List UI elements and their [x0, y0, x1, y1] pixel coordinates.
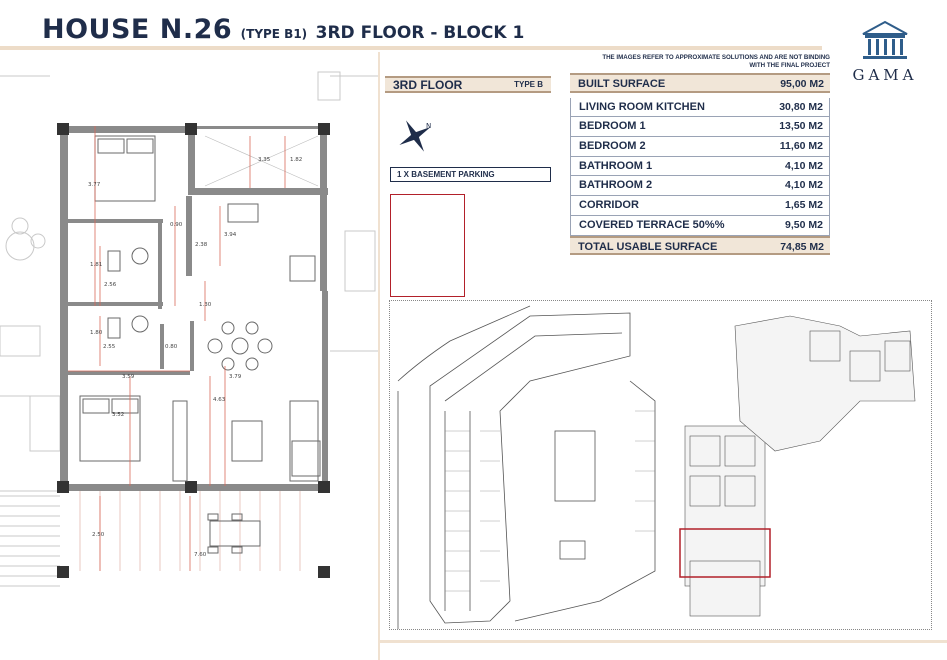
- divider-horizontal: [380, 640, 947, 643]
- room-value: 9,50 M2: [785, 218, 823, 231]
- room-label: LIVING ROOM KITCHEN: [579, 100, 705, 113]
- table-row: [570, 137, 830, 157]
- block-outline: [398, 306, 655, 629]
- dim-label: 3.35: [258, 157, 271, 163]
- room-label: BEDROOM 1: [579, 120, 646, 133]
- temple-icon: [859, 20, 911, 62]
- table-row: [570, 117, 830, 137]
- room-label: COVERED TERRACE 50%%: [579, 218, 725, 231]
- dim-label: 2.38: [195, 242, 208, 248]
- title-rest: 3RD FLOOR - BLOCK 1: [315, 23, 525, 43]
- floor-label-box: [385, 76, 551, 93]
- table-row: [570, 98, 830, 118]
- dim-label: 0.90: [170, 222, 183, 228]
- compass-north: N: [426, 122, 432, 130]
- table-row: [570, 216, 830, 236]
- room-value: 1,65 M2: [785, 199, 823, 212]
- room-value: 4,10 M2: [785, 179, 823, 192]
- dim-label: 1.80: [90, 330, 103, 336]
- built-surface-value: 95,00 M2: [780, 78, 824, 90]
- room-value: 4,10 M2: [785, 159, 823, 172]
- surface-table: [570, 73, 830, 255]
- room-label: BEDROOM 2: [579, 140, 646, 153]
- dim-label: 1.82: [290, 157, 303, 163]
- room-value: 13,50 M2: [779, 120, 823, 133]
- dim-label: 2.50: [92, 532, 105, 538]
- total-surface-row: [570, 236, 830, 256]
- site-plan-drawing: [390, 301, 931, 629]
- building-blocks: [685, 316, 915, 616]
- room-label: BATHROOM 1: [579, 159, 653, 172]
- dim-label: 3.94: [224, 232, 237, 238]
- parking-highlight: [390, 194, 465, 297]
- parking-bays: [445, 411, 655, 591]
- dim-label: 7.60: [194, 552, 207, 558]
- floor-label: 3RD FLOOR: [393, 78, 463, 92]
- disclaimer: THE IMAGES REFER TO APPROXIMATE SOLUTIONS AND ARE NOT BINDING WITH THE FINAL PROJECT: [602, 54, 830, 69]
- dim-label: 3.59: [122, 374, 135, 380]
- site-plan: [389, 300, 932, 630]
- floor-type: TYPE B: [514, 80, 543, 89]
- room-label: BATHROOM 2: [579, 179, 653, 192]
- room-label: CORRIDOR: [579, 199, 639, 212]
- total-surface-label: TOTAL USABLE SURFACE: [578, 240, 718, 253]
- page-title: [42, 14, 524, 45]
- dim-label: 3.52: [112, 412, 125, 418]
- dim-label: 3.77: [88, 182, 101, 188]
- dim-label: 2.56: [104, 282, 117, 288]
- dim-label: 2.55: [103, 344, 116, 350]
- dim-label: 1.30: [199, 302, 212, 308]
- built-surface-row: [570, 73, 830, 93]
- dim-label: 3.79: [229, 374, 242, 380]
- floor-plan: [0, 66, 378, 660]
- compass-icon: [393, 114, 437, 158]
- divider-vertical: [378, 52, 380, 660]
- total-surface-value: 74,85 M2: [780, 240, 824, 253]
- dim-label: 0.80: [165, 344, 178, 350]
- dim-label: 4.63: [213, 397, 226, 403]
- parking-label: 1 X BASEMENT PARKING: [390, 167, 551, 182]
- room-value: 30,80 M2: [779, 100, 823, 113]
- dim-label: 1.81: [90, 262, 103, 268]
- room-value: 11,60 M2: [779, 140, 823, 153]
- table-row: [570, 176, 830, 196]
- table-row: [570, 196, 830, 216]
- header-rule: [0, 46, 822, 50]
- table-row: [570, 157, 830, 177]
- title-main: HOUSE N.26: [42, 14, 233, 45]
- built-surface-label: BUILT SURFACE: [578, 78, 666, 90]
- brand-logo: [845, 20, 925, 100]
- title-type: (TYPE B1): [240, 27, 308, 41]
- logo-text: GAMA: [852, 66, 918, 84]
